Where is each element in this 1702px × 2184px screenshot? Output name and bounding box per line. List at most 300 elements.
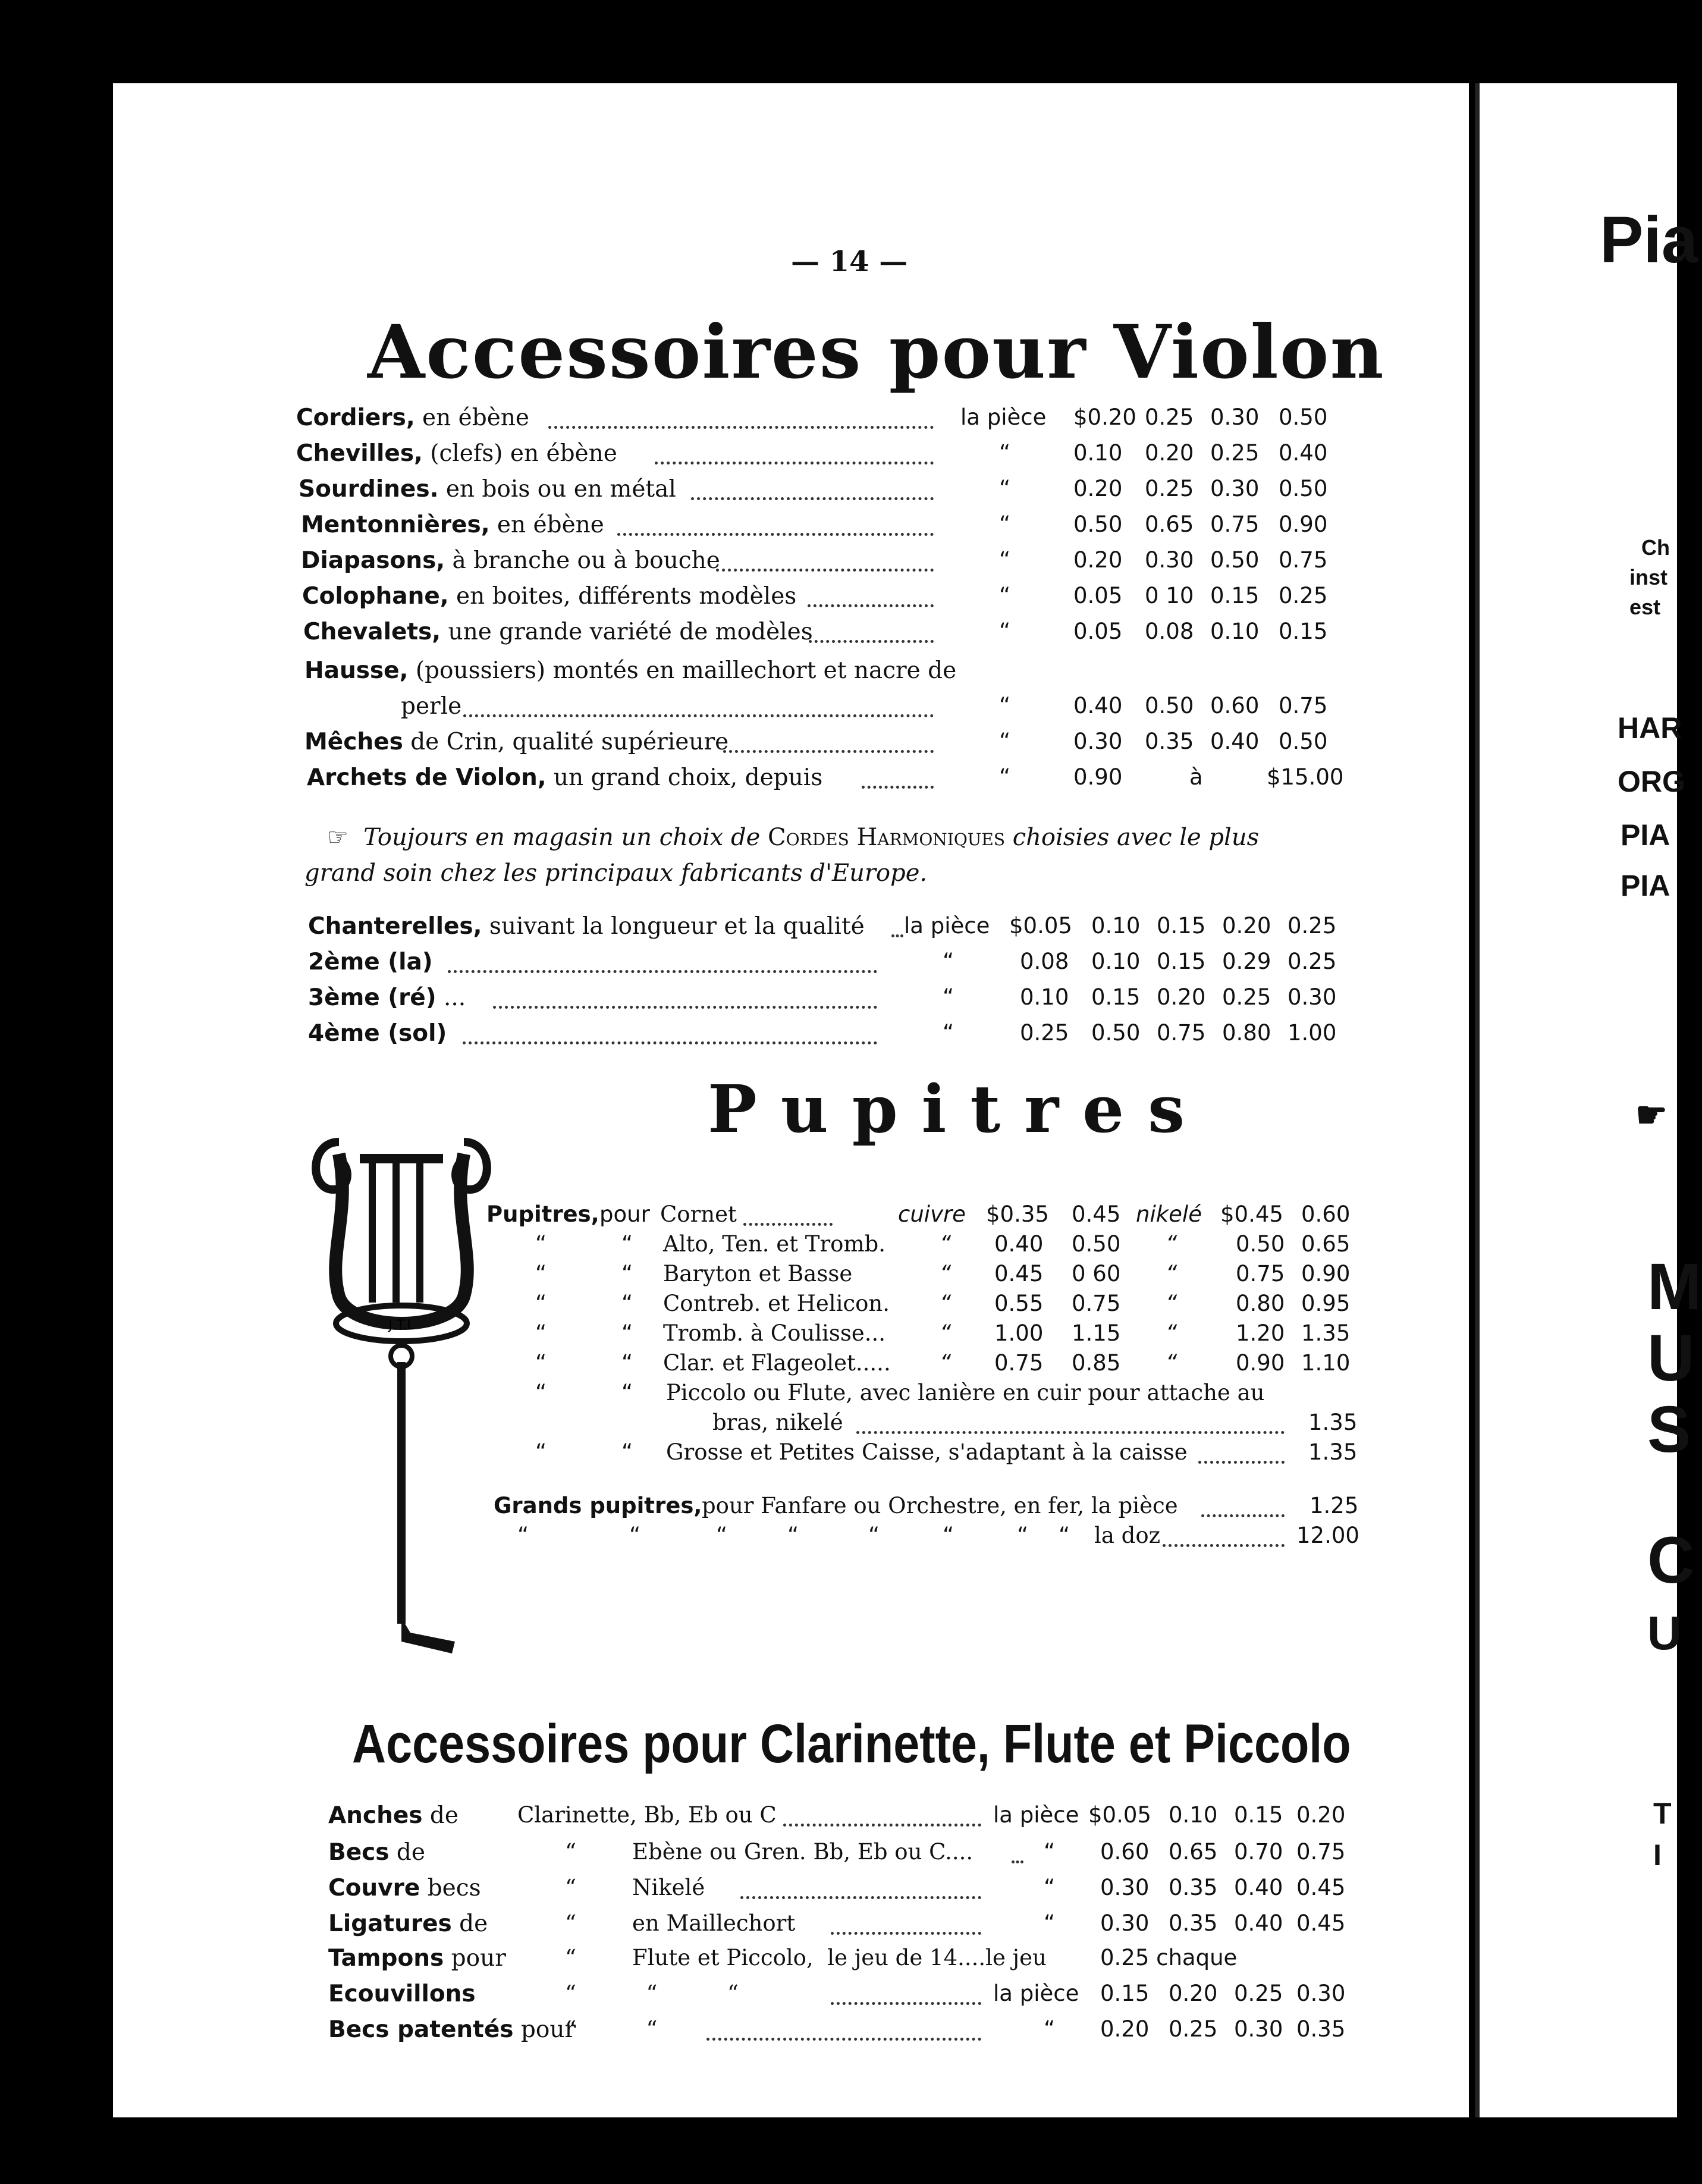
item-applies-to: “ Ebène ou Gren. Bb, Eb ou C.... xyxy=(565,1839,974,1865)
price-cell: 0.40 xyxy=(1210,729,1260,754)
item-label xyxy=(301,547,720,574)
price-cell: 0.20 xyxy=(1145,440,1194,466)
price-cell: 0.50 xyxy=(1073,512,1123,537)
item-applies-to: “ “ xyxy=(565,2016,658,2042)
leader-dots xyxy=(706,2016,981,2041)
item-description: en bois ou en métal xyxy=(438,476,676,503)
item-name: Tampons xyxy=(328,1945,444,1972)
item-name: Chevilles, xyxy=(296,440,423,467)
grosse-caisse-desc: Grosse et Petites Caisse, s'adaptant à la caisse xyxy=(666,1439,1188,1465)
next-page-text: est xyxy=(1629,595,1661,619)
unit-label: la pièce xyxy=(993,1802,1079,1828)
pupitre-price-row xyxy=(113,1231,1469,1264)
material-label: “ xyxy=(1166,1320,1177,1346)
price-row xyxy=(113,619,1469,652)
item-label xyxy=(328,1875,481,1901)
price-cell: 0.75 xyxy=(1210,512,1260,537)
leader-dots xyxy=(617,512,934,536)
item-prep: de xyxy=(451,1910,488,1937)
string-label xyxy=(308,1020,447,1047)
item-name: Becs patentés xyxy=(328,2016,514,2043)
price-cell: 0.35 xyxy=(1145,729,1194,754)
leader-dots xyxy=(808,583,934,607)
price-cell: 0.30 xyxy=(1145,547,1194,573)
price-cell: 0.25 xyxy=(1145,404,1194,430)
item-applies-to: Clarinette, Bb, Eb ou C xyxy=(517,1802,777,1828)
price-row xyxy=(113,764,1469,798)
clarinette-section-title: Accessoires pour Clarinette, Flute et Piccolo xyxy=(352,1714,1351,1774)
price-cell: 0.25 xyxy=(1145,476,1194,501)
leader-dots xyxy=(891,913,903,937)
leader-dots xyxy=(1163,1523,1285,1547)
item-name: Ecouvillons xyxy=(328,1981,476,2007)
price-cell: 0.15 xyxy=(1210,583,1260,608)
pupitre-name: “ xyxy=(535,1320,547,1346)
string-label xyxy=(308,949,433,975)
price-cell: 0.40 xyxy=(1073,693,1123,718)
price-cell: 0.90 xyxy=(1279,512,1328,537)
next-page-text: I xyxy=(1653,1838,1662,1872)
note-cordes-harmoniques: Cordes Harmoniques xyxy=(768,824,1006,851)
pupitre-name: “ xyxy=(535,1350,547,1376)
item-label xyxy=(302,583,796,610)
next-page-text: PIA xyxy=(1621,869,1670,902)
unit-label: “ xyxy=(999,693,1011,718)
price-cell: 0.85 xyxy=(1072,1350,1121,1376)
item-name: Chevalets, xyxy=(303,619,441,645)
item-applies-to: “ “ “ xyxy=(565,1981,739,2006)
grands-pupitres-name: Grands pupitres, xyxy=(494,1493,702,1518)
unit-label: “ xyxy=(999,729,1011,754)
price-cell: 0.20 xyxy=(1073,547,1123,573)
price-row xyxy=(113,547,1469,580)
price-cell: 0.50 xyxy=(1279,476,1328,501)
item-label xyxy=(296,404,529,431)
item-description: de Crin, qualité supérieure xyxy=(403,729,729,755)
price-cell: 0.40 xyxy=(1234,1910,1283,1936)
item-description: perle xyxy=(401,693,462,720)
unit-label: “ xyxy=(1044,2016,1056,2042)
pointing-hand-icon: ☞ xyxy=(327,824,348,851)
pupitre-price-row xyxy=(113,1320,1469,1354)
price-cell: 1.25 xyxy=(1310,1493,1359,1518)
price-cell: 0.30 xyxy=(1073,729,1123,754)
price-cell: 0.08 xyxy=(1020,949,1069,974)
item-description: une grande variété de modèles xyxy=(441,619,813,645)
pupitre-prep: “ xyxy=(621,1261,633,1286)
string-description: suivant la longueur et la qualité xyxy=(482,913,865,940)
material-label: nikelé xyxy=(1136,1201,1202,1227)
price-cell: 0.35 xyxy=(1169,1875,1218,1900)
price-cell: 0.70 xyxy=(1234,1839,1283,1865)
price-cell: 0.50 xyxy=(1091,1020,1141,1046)
price-cell: 0.90 xyxy=(1073,764,1123,790)
item-label xyxy=(299,476,676,503)
price-cell: 0.50 xyxy=(1210,547,1260,573)
clarinette-price-row xyxy=(113,1981,1469,2014)
clarinette-price-row xyxy=(113,1802,1469,1835)
price-cell: $15.00 xyxy=(1267,764,1344,790)
price-cell: 0.25 xyxy=(1288,913,1337,939)
leader-dots xyxy=(448,949,877,973)
price-cell: $0.35 xyxy=(986,1201,1049,1227)
price-cell: 0.75 xyxy=(1279,547,1328,573)
price-cell: 0.45 xyxy=(994,1261,1044,1286)
leader-dots xyxy=(548,404,934,429)
price-cell: 0.50 xyxy=(1072,1231,1121,1257)
item-name: Mentonnières, xyxy=(301,512,490,538)
price-cell: 0.75 xyxy=(994,1350,1044,1376)
leader-dots xyxy=(1198,1439,1285,1464)
item-description: en ébène xyxy=(489,512,604,538)
ditto-mark: “ xyxy=(517,1523,529,1548)
next-page-text: PIA xyxy=(1621,818,1670,852)
note-text-end: choisies avec le plus xyxy=(1005,824,1260,851)
next-page-text: S xyxy=(1647,1393,1691,1466)
price-cell: 0.30 xyxy=(1210,404,1260,430)
string-price-row xyxy=(113,984,1469,1018)
price-cell: 0.75 xyxy=(1279,693,1328,718)
price-cell: 0.75 xyxy=(1072,1291,1121,1316)
price-cell: 0.35 xyxy=(1296,2016,1346,2042)
price-cell: 0.60 xyxy=(1301,1201,1351,1227)
item-label xyxy=(328,2016,576,2043)
pupitre-price-row xyxy=(113,1201,1469,1235)
material-label: “ xyxy=(940,1261,952,1286)
price-cell: 0.20 xyxy=(1222,913,1271,939)
item-label xyxy=(328,1839,425,1866)
ditto-mark: “ xyxy=(621,1380,633,1405)
pupitre-extra-row xyxy=(113,1523,1469,1556)
unit-label: “ xyxy=(999,476,1011,501)
price-cell: 0.25 xyxy=(1222,984,1271,1010)
item-name: Sourdines. xyxy=(299,476,439,503)
material-label: “ xyxy=(1166,1231,1177,1257)
unit-label: la pièce xyxy=(960,404,1047,430)
string-price-row xyxy=(113,913,1469,946)
item-name: Mêches xyxy=(304,729,403,755)
next-page-title: Pia xyxy=(1600,203,1698,277)
ditto-mark: “ xyxy=(943,1523,954,1548)
price-cell: 0.65 xyxy=(1145,512,1194,537)
price-cell: 0.90 xyxy=(1236,1350,1285,1376)
price-cell: 0.25 xyxy=(1020,1020,1069,1046)
price-cell: 0.95 xyxy=(1301,1291,1351,1316)
string-description: ... xyxy=(436,984,466,1011)
price-cell: 0.15 xyxy=(1234,1802,1283,1828)
string-name: Chanterelles, xyxy=(308,913,482,940)
leader-dots xyxy=(463,1020,877,1044)
price-cell: 0.40 xyxy=(994,1231,1044,1257)
price-cell: 0.45 xyxy=(1072,1201,1121,1227)
price-cell: 0.40 xyxy=(1234,1875,1283,1900)
price-cell: 0.15 xyxy=(1100,1981,1150,2006)
price-cell: 12.00 xyxy=(1296,1523,1359,1548)
pupitre-prep: “ xyxy=(621,1350,633,1376)
material-label: “ xyxy=(940,1320,952,1346)
clarinette-price-row xyxy=(113,1945,1469,1978)
material-label: “ xyxy=(1166,1261,1177,1286)
item-prep: becs xyxy=(420,1875,481,1901)
price-cell: 0.25 xyxy=(1288,949,1337,974)
price-cell: 0.65 xyxy=(1169,1839,1218,1865)
price-cell: 0.25 xyxy=(1210,440,1260,466)
violon-section-title: Accessoires pour Violon xyxy=(368,309,1385,396)
pupitre-price-row xyxy=(113,1291,1469,1324)
price-row xyxy=(113,476,1469,509)
item-applies-to: “ en Maillechort xyxy=(565,1910,796,1936)
price-cell: 0.60 xyxy=(1210,693,1260,718)
price-cell: 0.10 xyxy=(1073,440,1123,466)
price-cell: $0.05 xyxy=(1088,1802,1151,1828)
item-name: Ligatures xyxy=(328,1910,452,1937)
material-label: “ xyxy=(1166,1350,1177,1376)
price-cell: 0.10 xyxy=(1091,913,1141,939)
item-prep: pour xyxy=(444,1945,506,1972)
price-cell: 1.00 xyxy=(994,1320,1044,1346)
price-cell: 0.10 xyxy=(1169,1802,1218,1828)
string-name: 3ème (ré) xyxy=(308,984,437,1011)
price-cell: 0.30 xyxy=(1296,1981,1346,2006)
next-page-text: Ch xyxy=(1641,535,1670,560)
page-number: — 14 — xyxy=(791,245,908,278)
grands-pupitres-desc: pour Fanfare ou Orchestre, en fer, la pièce xyxy=(702,1493,1178,1518)
item-label xyxy=(328,1981,476,2007)
item-prep: pour xyxy=(513,2016,576,2043)
price-cell: 0.20 xyxy=(1073,476,1123,501)
next-page-text: M xyxy=(1647,1250,1702,1323)
price-cell: 0.80 xyxy=(1222,1020,1271,1046)
price-cell: 1.10 xyxy=(1301,1350,1351,1376)
item-label xyxy=(303,619,813,645)
ditto-mark: “ xyxy=(535,1380,547,1405)
price-cell: $0.05 xyxy=(1009,913,1072,939)
price-cell: 0.15 xyxy=(1279,619,1328,644)
item-name: Archets de Violon, xyxy=(307,764,547,791)
price-cell: 0.80 xyxy=(1236,1291,1285,1316)
piccolo-stand-desc: Piccolo ou Flute, avec lanière en cuir pour attache au xyxy=(666,1380,1265,1405)
price-cell: 0.15 xyxy=(1091,984,1141,1010)
unit-label: “ xyxy=(999,619,1011,644)
price-cell: 0.30 xyxy=(1288,984,1337,1010)
pupitre-name: “ xyxy=(535,1291,547,1316)
price-cell: 0.05 xyxy=(1073,619,1123,644)
item-applies-to: “ Flute et Piccolo, le jeu de 14....le jeu xyxy=(565,1945,1047,1970)
price-cell: 0.25 xyxy=(1169,2016,1218,2042)
pupitres-section-title: Pupitres xyxy=(708,1071,1209,1147)
item-prep: de xyxy=(389,1839,425,1866)
price-cell: 0 60 xyxy=(1072,1261,1121,1286)
string-label xyxy=(308,913,865,940)
price-cell: 1.35 xyxy=(1301,1320,1351,1346)
ditto-mark: “ xyxy=(787,1523,799,1548)
price-cell: 0.75 xyxy=(1236,1261,1285,1286)
clarinette-price-row xyxy=(113,2016,1469,2050)
price-cell: 1.35 xyxy=(1308,1410,1358,1435)
pupitre-prep: “ xyxy=(621,1231,633,1257)
unit-label: “ xyxy=(1044,1839,1056,1865)
pupitre-instrument: Alto, Ten. et Tromb. xyxy=(663,1231,885,1257)
item-label xyxy=(401,693,461,720)
pupitre-prep: pour xyxy=(599,1201,650,1227)
pupitre-price-row xyxy=(113,1261,1469,1294)
pupitre-prep: “ xyxy=(621,1320,633,1346)
catalog-page xyxy=(113,83,1469,2117)
page-gutter xyxy=(1475,83,1480,2117)
pupitre-name: Pupitres, xyxy=(486,1201,599,1227)
unit-label: “ xyxy=(1044,1910,1056,1936)
next-page-text: T xyxy=(1653,1797,1672,1830)
pupitre-name: “ xyxy=(535,1231,547,1257)
leader-dots xyxy=(831,1910,981,1935)
unit-label: “ xyxy=(943,984,954,1010)
pupitre-instrument: Contreb. et Helicon. xyxy=(663,1291,890,1316)
price-cell: 0.25 xyxy=(1234,1981,1283,2006)
material-label: “ xyxy=(940,1231,952,1257)
note-text-start: Toujours en magasin un choix de xyxy=(363,824,768,851)
next-page-text: ORG xyxy=(1618,765,1685,798)
price-row xyxy=(113,512,1469,545)
price-cell: 0.20 xyxy=(1157,984,1206,1010)
price-cell: 0.20 xyxy=(1169,1981,1218,2006)
price-row xyxy=(113,729,1469,762)
string-price-row xyxy=(113,1020,1469,1053)
pupitre-prep: “ xyxy=(621,1291,633,1316)
clarinette-price-row xyxy=(113,1839,1469,1872)
price-cell: 1.00 xyxy=(1288,1020,1337,1046)
item-label xyxy=(296,440,617,467)
price-row xyxy=(113,404,1469,438)
item-description: en boites, différents modèles xyxy=(448,583,797,610)
item-name: Couvre xyxy=(328,1875,420,1901)
price-cell: 0.50 xyxy=(1279,729,1328,754)
item-prep: de xyxy=(422,1802,459,1829)
price-cell: 0.35 xyxy=(1169,1910,1218,1936)
item-name: Diapasons, xyxy=(301,547,445,574)
item-label xyxy=(304,729,728,755)
pupitre-instrument: Baryton et Basse xyxy=(663,1261,853,1286)
ditto-mark: “ xyxy=(1059,1523,1070,1548)
price-row xyxy=(113,657,1469,691)
item-applies-to: “ Nikelé xyxy=(565,1875,705,1900)
item-description: un grand choix, depuis xyxy=(546,764,823,791)
lyre-mark: J.T.L xyxy=(388,1318,414,1333)
price-row xyxy=(113,693,1469,726)
strings-note-line2: grand soin chez les principaux fabricants d'Europe. xyxy=(304,859,928,887)
price-cell: 0.50 xyxy=(1279,404,1328,430)
leader-dots xyxy=(740,1875,981,1899)
price-cell: 0.20 xyxy=(1296,1802,1346,1828)
unit-label: la pièce xyxy=(904,913,990,939)
strings-note xyxy=(327,824,1259,851)
next-page-text: HAR xyxy=(1618,711,1682,745)
item-label xyxy=(301,512,604,538)
price-cell: 0.45 xyxy=(1296,1875,1346,1900)
unit-label: “ xyxy=(999,547,1011,573)
piccolo-stand-desc-cont: bras, nikelé xyxy=(712,1410,843,1435)
item-label xyxy=(328,1910,488,1937)
leader-dots xyxy=(655,440,934,465)
item-label xyxy=(328,1802,459,1829)
price-cell: 0.10 xyxy=(1091,949,1141,974)
pupitre-extra-row xyxy=(113,1439,1469,1473)
pupitre-extra-row xyxy=(113,1493,1469,1526)
price-cell: 0.45 xyxy=(1296,1910,1346,1936)
material-label: “ xyxy=(1166,1291,1177,1316)
pupitre-instrument: Clar. et Flageolet..... xyxy=(663,1350,891,1376)
price-row xyxy=(113,440,1469,473)
ditto-mark: “ xyxy=(716,1523,728,1548)
next-page-text: inst xyxy=(1629,565,1668,589)
price-cell: 1.20 xyxy=(1236,1320,1285,1346)
price-cell: 0.55 xyxy=(994,1291,1044,1316)
price-cell: 0 10 xyxy=(1145,583,1194,608)
leader-dots xyxy=(463,693,934,717)
leader-dots xyxy=(856,1410,1285,1434)
unit-label: “ xyxy=(999,583,1011,608)
leader-dots xyxy=(862,764,934,789)
next-page-edge xyxy=(1475,83,1702,2117)
unit-label: la pièce xyxy=(993,1981,1079,2006)
item-description: à branche ou à bouche xyxy=(445,547,720,574)
price-cell: 0.10 xyxy=(1210,619,1260,644)
next-page-text: U xyxy=(1647,1322,1695,1395)
material-label: “ xyxy=(940,1350,952,1376)
price-cell: 0.30 xyxy=(1210,476,1260,501)
price-cell: 0.08 xyxy=(1145,619,1194,644)
material-label: cuivre xyxy=(898,1201,966,1227)
item-name: Cordiers, xyxy=(296,404,415,431)
ditto-mark: “ xyxy=(621,1439,633,1465)
item-name: Becs xyxy=(328,1839,390,1866)
leader-dots xyxy=(1012,1839,1023,1863)
material-label: “ xyxy=(940,1291,952,1316)
pupitre-instrument: Cornet xyxy=(660,1201,737,1227)
leader-dots xyxy=(493,984,877,1009)
price-cell: 0.90 xyxy=(1301,1261,1351,1286)
unit-label: “ xyxy=(999,512,1011,537)
price-cell: 0.15 xyxy=(1157,949,1206,974)
price-cell: 0.05 xyxy=(1073,583,1123,608)
string-label xyxy=(308,984,466,1011)
price-cell: 0.30 xyxy=(1234,2016,1283,2042)
leader-dots xyxy=(691,476,934,500)
unit-label: “ xyxy=(943,949,954,974)
next-page-hand-icon: ☛ xyxy=(1635,1095,1668,1135)
leader-dots xyxy=(1201,1493,1285,1517)
item-label xyxy=(328,1945,506,1972)
unit-label: “ xyxy=(999,440,1011,466)
price-cell: 1.35 xyxy=(1308,1439,1358,1465)
item-description: en ébène xyxy=(414,404,529,431)
price-cell: 0.65 xyxy=(1301,1231,1351,1257)
item-name: Hausse, xyxy=(304,657,409,684)
item-description: (clefs) en ébène xyxy=(422,440,617,467)
leader-dots xyxy=(783,1802,981,1827)
price-cell: 0.10 xyxy=(1020,984,1069,1010)
pupitre-extra-row xyxy=(113,1410,1469,1443)
string-price-row xyxy=(113,949,1469,982)
ditto-mark: “ xyxy=(1017,1523,1029,1548)
item-name: Colophane, xyxy=(302,583,449,610)
price-cell: 0.20 xyxy=(1100,2016,1150,2042)
unit-label: “ xyxy=(999,764,1011,790)
pupitre-instrument: Tromb. à Coulisse... xyxy=(663,1320,885,1346)
item-label xyxy=(304,657,956,684)
string-name: 4ème (sol) xyxy=(308,1020,447,1047)
pupitre-name: “ xyxy=(535,1261,547,1286)
leader-dots xyxy=(809,619,934,643)
